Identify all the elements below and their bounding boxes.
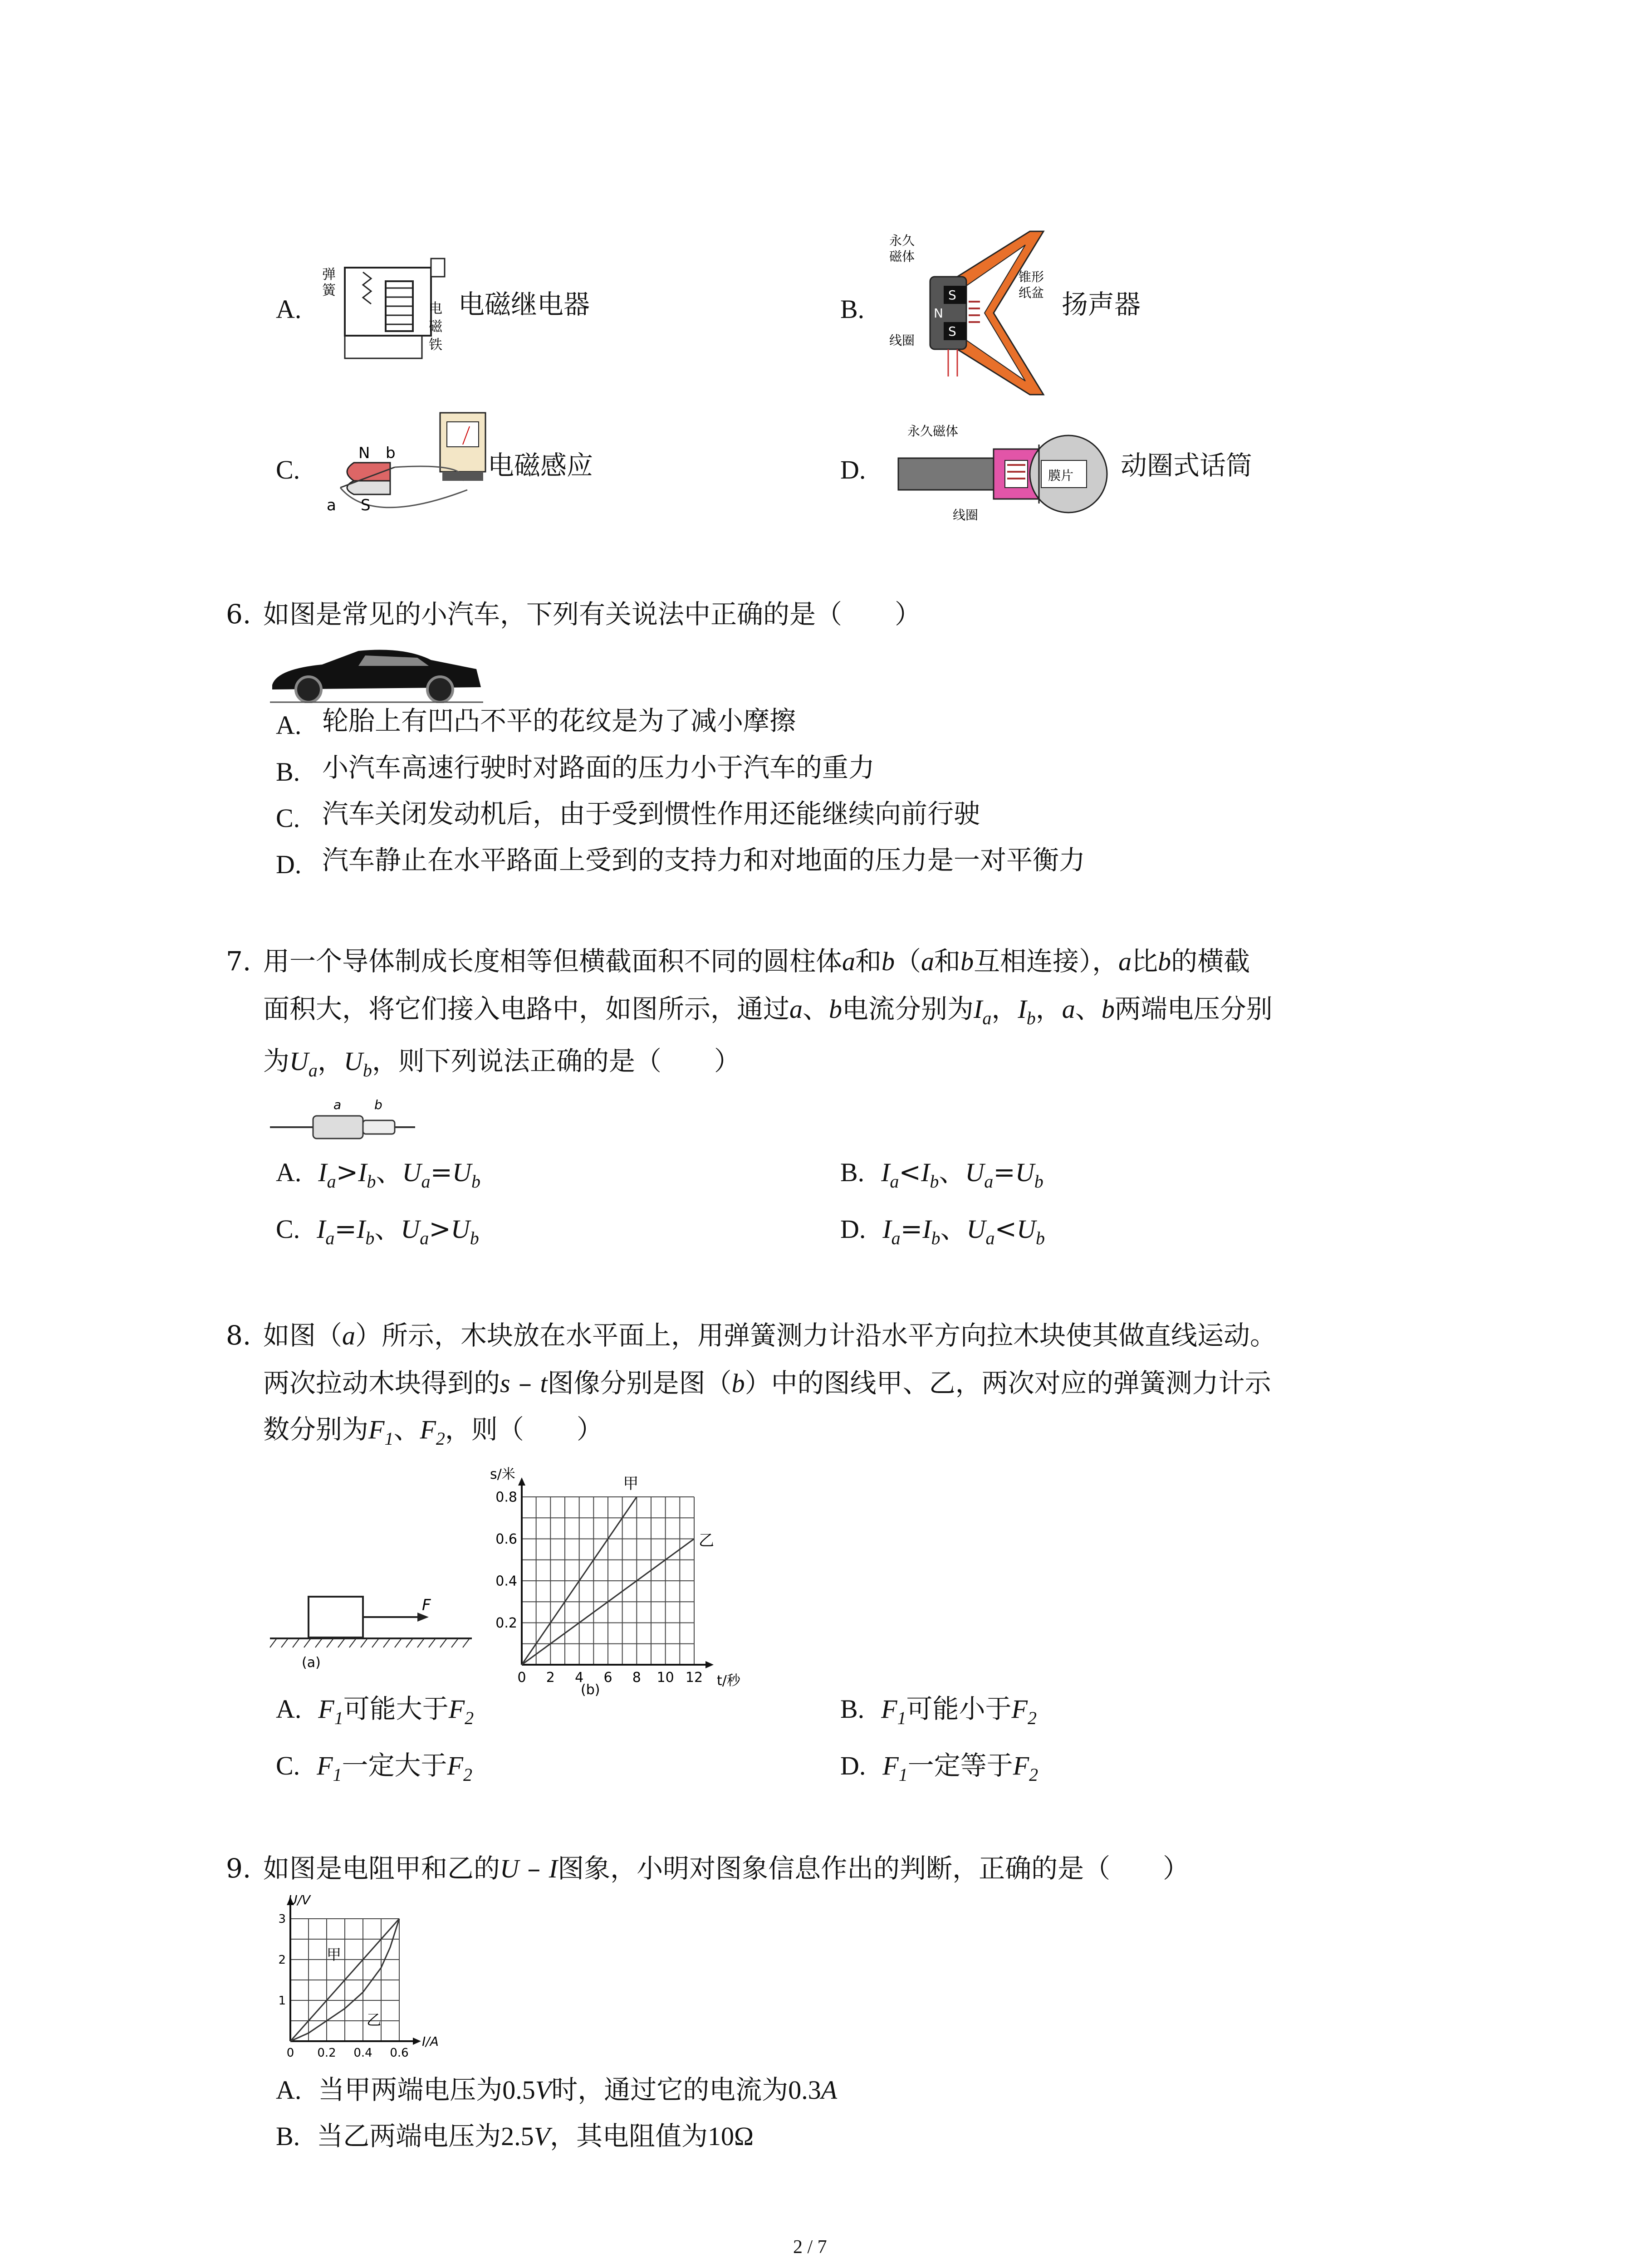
question-number: 8. — [226, 1320, 251, 1351]
x-tick-label: 6 — [603, 1670, 612, 1686]
question-number: 9. — [226, 1853, 251, 1884]
relay-label-3: 电 — [429, 301, 442, 317]
question-number: 7. — [226, 946, 251, 977]
option-letter: A. — [276, 710, 302, 740]
option-letter: A. — [276, 294, 302, 324]
x-tick-label: 0.4 — [353, 2046, 372, 2060]
y-tick-label: 0.2 — [495, 1615, 517, 1631]
speaker-label-n: N — [934, 306, 943, 321]
x-tick-label: 8 — [632, 1670, 641, 1686]
option-caption: 动圈式话筒 — [1121, 450, 1253, 481]
option-text: 汽车关闭发动机后，由于受到惯性作用还能继续向前行驶 — [322, 798, 980, 829]
question-stem-line2: 两次拉动木块得到的s – t图像分别是图（b）中的图线甲、乙，两次对应的弹簧测力计示 — [263, 1368, 1271, 1398]
speaker-label-s2: S — [948, 324, 956, 339]
speaker-label-1: 永久 — [889, 233, 915, 248]
induction-label-a: a — [327, 496, 336, 514]
mic-label-3: 线圈 — [953, 508, 979, 523]
question-stem-line2: 面积大，将它们接入电路中，如图所示，通过a、b电流分别为$I_a$，$I_b$，a、b两端电压分别 — [263, 993, 1273, 1028]
car-figure — [268, 644, 485, 703]
figure-a-caption: (a) — [302, 1655, 321, 1671]
x-tick-label: 0 — [517, 1670, 526, 1686]
speaker-label-4: 纸盆 — [1019, 285, 1044, 300]
x-axis-label: I/A — [422, 2034, 439, 2049]
option-letter: C. — [276, 803, 300, 833]
x-axis-label: t/秒 — [717, 1673, 740, 1689]
y-tick-label: 1 — [278, 1994, 286, 2008]
speaker-label-5: 线圈 — [889, 333, 915, 348]
induction-figure — [318, 408, 490, 526]
q7-option-c: C. $I_a=I_b$、$U_a>U_b$ — [276, 1213, 479, 1248]
question-stem: 如图是常见的小汽车，下列有关说法中正确的是（ ） — [263, 599, 921, 630]
option-letter: C. — [276, 455, 300, 484]
question-number: 6. — [226, 599, 251, 630]
y-axis-label: U/V — [288, 1892, 311, 1907]
question-stem-line3: 为$U_a$，$U_b$，则下列说法正确的是（ ） — [263, 1046, 740, 1080]
option-text: 轮胎上有凹凸不平的花纹是为了减小摩擦 — [322, 705, 796, 736]
q8-option-b: B. $F_1$可能小于$F_2$ — [840, 1693, 1037, 1728]
option-text: 汽车静止在水平路面上受到的支持力和对地面的压力是一对平衡力 — [322, 845, 1086, 875]
q9-option-b: B. 当乙两端电压为2.5V，其电阻值为10Ω — [276, 2121, 754, 2151]
q9-option-a: A. 当甲两端电压为0.5V时，通过它的电流为0.3A — [276, 2074, 838, 2105]
force-label: F — [422, 1596, 431, 1614]
series-label-jia: 甲 — [623, 1475, 639, 1493]
question-stem: 如图是电阻甲和乙的U – I图象，小明对图象信息作出的判断，正确的是（ ） — [263, 1853, 1190, 1884]
induction-label-b: b — [386, 444, 396, 462]
speaker-label-2: 磁体 — [889, 249, 915, 264]
q8-option-a: A. $F_1$可能大于$F_2$ — [276, 1693, 474, 1728]
option-letter: B. — [840, 294, 865, 324]
x-tick-label: 12 — [685, 1670, 703, 1686]
conductor-label-b: b — [374, 1097, 382, 1112]
relay-figure — [318, 254, 463, 367]
page-number: 2 / 7 — [793, 2237, 827, 2258]
q7-option-d: D. $I_a=I_b$、$U_a<U_b$ — [840, 1213, 1045, 1248]
induction-label-s: S — [361, 496, 371, 514]
x-tick-label: 0 — [286, 2046, 294, 2060]
speaker-figure — [880, 222, 1066, 404]
y-tick-label: 0.4 — [495, 1573, 517, 1589]
chart-axes — [518, 1477, 714, 1668]
y-tick-label: 2 — [278, 1953, 286, 1967]
option-letter: B. — [276, 757, 300, 787]
q8-option-c: C. $F_1$一定大于$F_2$ — [276, 1750, 472, 1785]
speaker-label-s1: S — [948, 288, 956, 303]
u-i-chart — [263, 1892, 476, 2068]
x-axis-arrow — [705, 1661, 714, 1668]
q7-option-a: A. $I_a>I_b$、$U_a=U_b$ — [276, 1157, 480, 1192]
relay-label-4: 磁 — [429, 319, 442, 335]
q8-option-d: D. $F_1$一定等于$F_2$ — [840, 1750, 1038, 1785]
option-caption: 电磁感应 — [488, 450, 593, 481]
relay-label-1: 弹 — [322, 267, 336, 283]
s-t-chart — [481, 1461, 780, 1696]
x-tick-label: 2 — [546, 1670, 555, 1686]
x-tick-label: 4 — [575, 1670, 584, 1686]
option-text: 小汽车高速行驶时对路面的压力小于汽车的重力 — [322, 752, 875, 783]
option-letter: D. — [840, 455, 866, 484]
relay-label-2: 簧 — [322, 283, 336, 298]
x-tick-label: 0.2 — [317, 2046, 336, 2060]
speaker-label-3: 锥形 — [1019, 269, 1044, 284]
chart-grid — [522, 1497, 694, 1665]
x-axis-arrow — [413, 2038, 421, 2045]
microphone-figure — [894, 417, 1121, 526]
mic-label-2: 膜片 — [1048, 468, 1074, 483]
series-label-yi: 乙 — [699, 1531, 714, 1550]
conductor-figure — [268, 1093, 417, 1143]
q7-option-b: B. $I_a<I_b$、$U_a=U_b$ — [840, 1157, 1043, 1192]
question-stem-line1: 如图（a）所示，木块放在水平面上，用弹簧测力计沿水平方向拉木块使其做直线运动。 — [263, 1320, 1277, 1351]
relay-label-5: 铁 — [429, 337, 442, 353]
conductor-label-a: a — [333, 1097, 342, 1112]
y-axis-label: s/米 — [490, 1466, 515, 1482]
chart-tick-labels — [495, 1490, 703, 1686]
y-tick-label: 0.8 — [495, 1489, 517, 1505]
x-tick-label: 10 — [656, 1670, 674, 1686]
question-stem-line1: 用一个导体制成长度相等但横截面积不同的圆柱体a和b（a和b互相连接），a比b的横截 — [263, 946, 1250, 977]
induction-label-n: N — [358, 444, 370, 462]
y-axis-arrow — [518, 1477, 525, 1486]
series-label-yi: 乙 — [367, 2011, 382, 2028]
question-stem-line3: 数分别为$F_1$、$F_2$，则（ ） — [263, 1414, 603, 1449]
series-label-jia: 甲 — [327, 1946, 342, 1963]
option-caption: 扬声器 — [1062, 289, 1141, 320]
mic-label-1: 永久磁体 — [907, 424, 959, 439]
y-tick-label: 0.6 — [495, 1531, 517, 1547]
option-caption: 电磁继电器 — [458, 289, 590, 320]
option-letter: D. — [276, 850, 302, 879]
figure-b-caption: (b) — [581, 1682, 600, 1696]
x-tick-label: 0.6 — [390, 2046, 409, 2060]
block-figure — [268, 1588, 476, 1678]
y-tick-label: 3 — [278, 1912, 286, 1926]
